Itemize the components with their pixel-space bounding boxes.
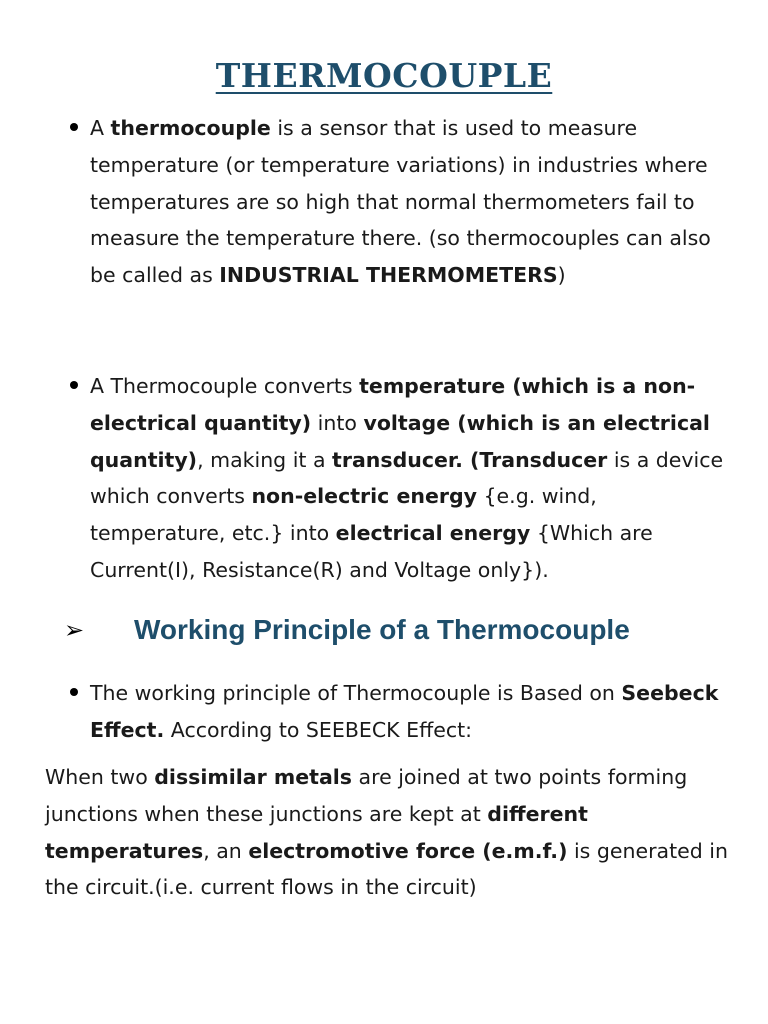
seebeck-paragraph <box>45 759 735 906</box>
text-run: is a device which converts <box>90 447 724 509</box>
bullet-text <box>90 110 730 294</box>
bullet-item-thermocouple-definition <box>90 110 730 294</box>
arrow-bullet-icon: ➢ <box>64 616 85 644</box>
text-run: {Which are Current(I), Resistance(R) and Voltage only}). <box>90 521 653 582</box>
bold-run: Seebeck Effect. <box>90 681 719 742</box>
bold-run: thermocouple <box>110 116 271 140</box>
bullet-item-transducer <box>90 368 730 589</box>
bold-run: electromotive force (e.m.f.) <box>248 838 568 863</box>
text-run: A Thermocouple converts <box>90 374 360 398</box>
bold-run: electrical energy <box>335 521 531 546</box>
page-title-text: THERMOCOUPLE <box>215 56 553 95</box>
text-run: into <box>311 410 364 435</box>
bold-run: INDUSTRIAL THERMOMETERS <box>219 263 558 288</box>
text-run: , making it a <box>197 447 333 472</box>
page-title <box>0 56 768 95</box>
bold-run: temperature (which is a non-electrical quantity) <box>90 374 696 435</box>
section-heading <box>64 606 744 654</box>
bullet-text <box>90 675 730 749</box>
text-run: When two <box>45 765 155 789</box>
bold-run: voltage (which is an electrical quantity) <box>90 410 710 472</box>
text-run: ) <box>557 263 566 288</box>
text-run: A <box>90 116 111 140</box>
section-heading-text: Working Principle of a Thermocouple <box>134 614 630 645</box>
bold-run: dissimilar metals <box>154 765 353 789</box>
text-run: According to SEEBECK Effect: <box>164 717 473 742</box>
bold-run: transducer. (Transducer <box>332 447 608 472</box>
text-run: is generated in the circuit.(i.e. current flows in the circuit) <box>45 838 728 900</box>
text-run: The working principle of Thermocouple is Based on <box>90 681 622 705</box>
text-run: {e.g. wind, temperature, etc.} into <box>90 484 597 546</box>
bullet-text <box>90 368 730 589</box>
text-run: are joined at two points forming junctions when these junctions are kept at <box>45 765 688 826</box>
bullet-item-working-principle <box>90 675 730 749</box>
text-run: , an <box>203 838 249 863</box>
bold-run: non-electric energy <box>251 484 477 509</box>
bold-run: different temperatures <box>45 801 588 863</box>
text-run: is a sensor that is used to measure temperature (or temperature variations) in industries where temperatures are so high that normal thermometers fail to measure the temperature there. (so thermocouples can also be called as <box>90 116 711 288</box>
